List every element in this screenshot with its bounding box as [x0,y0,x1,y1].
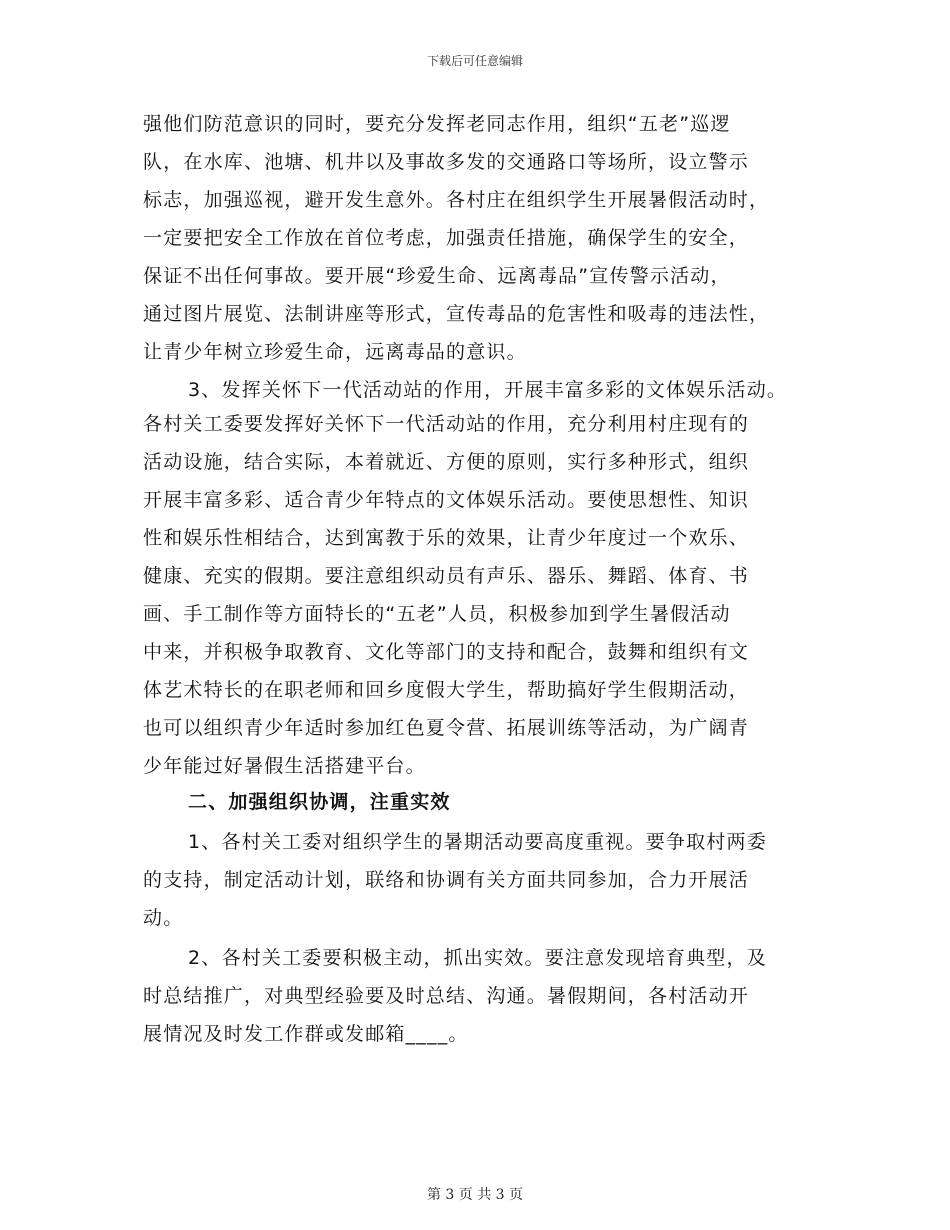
body-line: 1、各村关工委对组织学生的暑期活动要高度重视。要争取村两委 [188,831,767,853]
body-line: 时总结推广，对典型经验要及时总结、沟通。暑假期间，各村活动开 [143,985,750,1007]
body-line: 开展丰富多彩、适合青少年特点的文体娱乐活动。要使思想性、知识 [143,489,750,511]
body-line: 也可以组织青少年适时参加红色夏令营、拓展训练等活动，为广阔青 [143,717,750,739]
body-line: 展情况及时发工作群或发邮箱____。 [143,1023,469,1045]
section-heading: 二、加强组织协调，注重实效 [188,791,451,813]
body-line: 3、发挥关怀下一代活动站的作用，开展丰富多彩的文体娱乐活动。 [188,379,788,401]
body-line: 性和娱乐性相结合，达到寓教于乐的效果，让青少年度过一个欢乐、 [143,527,750,549]
body-line: 动。 [143,907,184,929]
body-line: 让青少年树立珍爱生命，远离毒品的意识。 [143,341,527,363]
body-line: 各村关工委要发挥好关怀下一代活动站的作用，充分利用村庄现有的 [143,413,750,435]
body-line: 中来，并积极争取教育、文化等部门的支持和配合，鼓舞和组织有文 [143,641,750,663]
body-line: 活动设施，结合实际，本着就近、方便的原则，实行多种形式，组织 [143,451,750,473]
page-header: 下载后可任意编辑 [426,54,523,68]
body-line: 保证不出任何事故。要开展“珍爱生命、远离毒品”宣传警示活动， [143,265,731,287]
body-line: 少年能过好暑假生活搭建平台。 [143,755,426,777]
body-line: 队，在水库、池塘、机井以及事故多发的交通路口等场所，设立警示 [143,151,750,173]
body-line: 一定要把安全工作放在首位考虑，加强责任措施，确保学生的安全， [143,227,750,249]
body-line: 2、各村关工委要积极主动，抓出实效。要注意发现培育典型，及 [188,947,767,969]
body-line: 画、手工制作等方面特长的“五老”人员，积极参加到学生暑假活动 [143,603,731,625]
body-line: 强他们防范意识的同时，要充分发挥老同志作用，组织“五老”巡逻 [143,113,731,135]
body-line: 健康、充实的假期。要注意组织动员有声乐、器乐、舞蹈、体育、书 [143,565,750,587]
body-line: 通过图片展览、法制讲座等形式，宣传毒品的危害性和吸毒的违法性， [143,303,770,325]
body-line: 标志，加强巡视，避开发生意外。各村庄在组织学生开展暑假活动时， [143,189,770,211]
body-line: 体艺术特长的在职老师和回乡度假大学生，帮助搞好学生假期活动， [143,679,750,701]
body-line: 的支持，制定活动计划，联络和协调有关方面共同参加，合力开展活 [143,869,750,891]
page-footer: 第 3 页 共 3 页 [426,1187,524,1203]
